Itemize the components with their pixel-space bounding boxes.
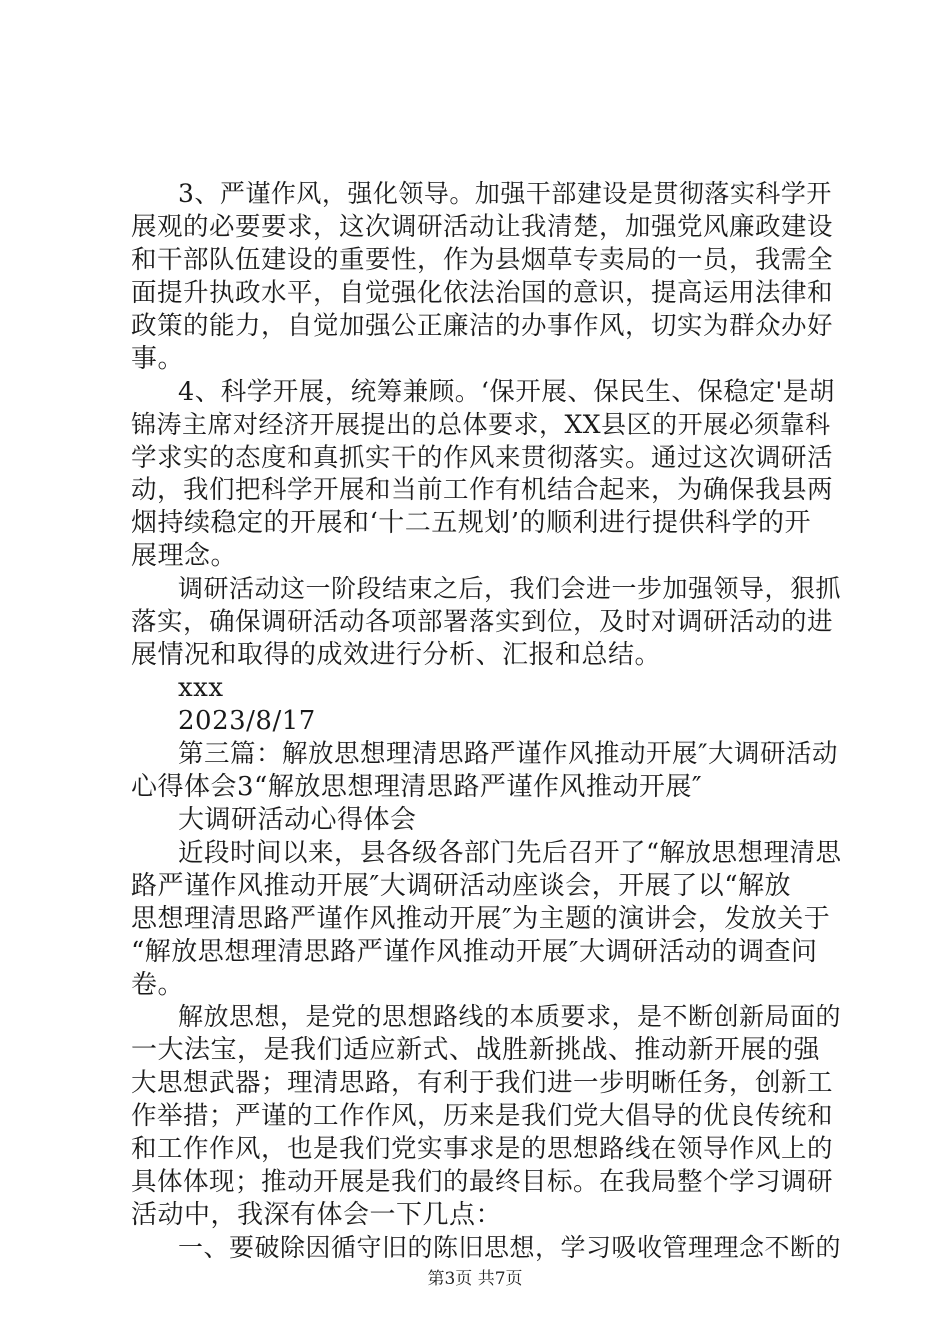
text-line: 烟持续稳定的开展和‘十二五规划’的顺利进行提供科学的开 [131, 508, 812, 538]
text-line: 3、严谨作风，强化领导。加强干部建设是贯彻落实科学开 [178, 179, 832, 208]
text-line: 事。 [131, 344, 185, 374]
text-line: 思想理清思路严谨作风推动开展″为主题的演讲会，发放关于 [131, 904, 831, 934]
text-line: 活动中，我深有体会一下几点： [131, 1200, 503, 1230]
text-line: 4、科学开展，统筹兼顾。‘保开展、保民生、保稳定'是胡 [178, 377, 835, 407]
text-line: 学求实的态度和真抓实干的作风来贯彻落实。通过这次调研活 [131, 443, 834, 473]
text-line: 近段时间以来，县各级各部门先后召开了“解放思想理清思 [178, 838, 842, 868]
text-line: 锦涛主席对经济开展提出的总体要求，XX县区的开展必须靠科 [131, 410, 831, 439]
text-line: 和工作作风，也是我们党实事求是的思想路线在领导作风上的 [131, 1134, 834, 1164]
text-line: 2023/8/17 [178, 706, 316, 736]
text-line: 和干部队伍建设的重要性，作为县烟草专卖局的一员，我需全 [131, 245, 834, 275]
text-line: 政策的能力，自觉加强公正廉洁的办事作风，切实为群众办好 [131, 311, 834, 341]
text-line: 动，我们把科学开展和当前工作有机结合起来，为确保我县两 [131, 475, 834, 505]
page-number: 第3页 共7页 [427, 1269, 523, 1289]
text-line: 路严谨作风推动开展″大调研活动座谈会，开展了以“解放 [131, 871, 792, 901]
text-line: 心得体会3“解放思想理清思路严谨作风推动开展″ [131, 772, 703, 802]
text-line: “解放思想理清思路严谨作风推动开展″大调研活动的调查问 [131, 937, 818, 967]
text-line: 大思想武器；理清思路，有利于我们进一步明晰任务，创新工 [131, 1068, 834, 1098]
text-line: 具体体现；推动开展是我们的最终目标。在我局整个学习调研 [131, 1167, 834, 1197]
text-line: 展理念。 [131, 541, 238, 571]
text-line: 展观的必要要求，这次调研活动让我清楚，加强党风廉政建设 [131, 212, 834, 242]
text-line: 展情况和取得的成效进行分析、汇报和总结。 [131, 640, 662, 670]
text-line: 落实，确保调研活动各项部署落实到位，及时对调研活动的进 [131, 607, 834, 637]
text-line: 作举措；严谨的工作作风，历来是我们党大倡导的优良传统和 [131, 1101, 834, 1131]
text-line: 一、要破除因循守旧的陈旧思想，学习吸收管理理念不断的 [178, 1233, 842, 1262]
text-line: 一大法宝，是我们适应新式、战胜新挑战、推动新开展的强 [131, 1035, 821, 1065]
text-line: 解放思想，是党的思想路线的本质要求，是不断创新局面的 [178, 1002, 842, 1031]
text-line: 调研活动这一阶段结束之后，我们会进一步加强领导，狠抓 [178, 574, 842, 603]
text-line: 第三篇：解放思想理清思路严谨作风推动开展″大调研活动 [178, 739, 839, 769]
text-line: xxx [178, 673, 224, 703]
text-line: 卷。 [131, 970, 185, 1000]
text-line: 面提升执政水平，自觉强化依法治国的意识，提高运用法律和 [131, 278, 834, 308]
text-line: 大调研活动心得体会 [178, 805, 417, 835]
